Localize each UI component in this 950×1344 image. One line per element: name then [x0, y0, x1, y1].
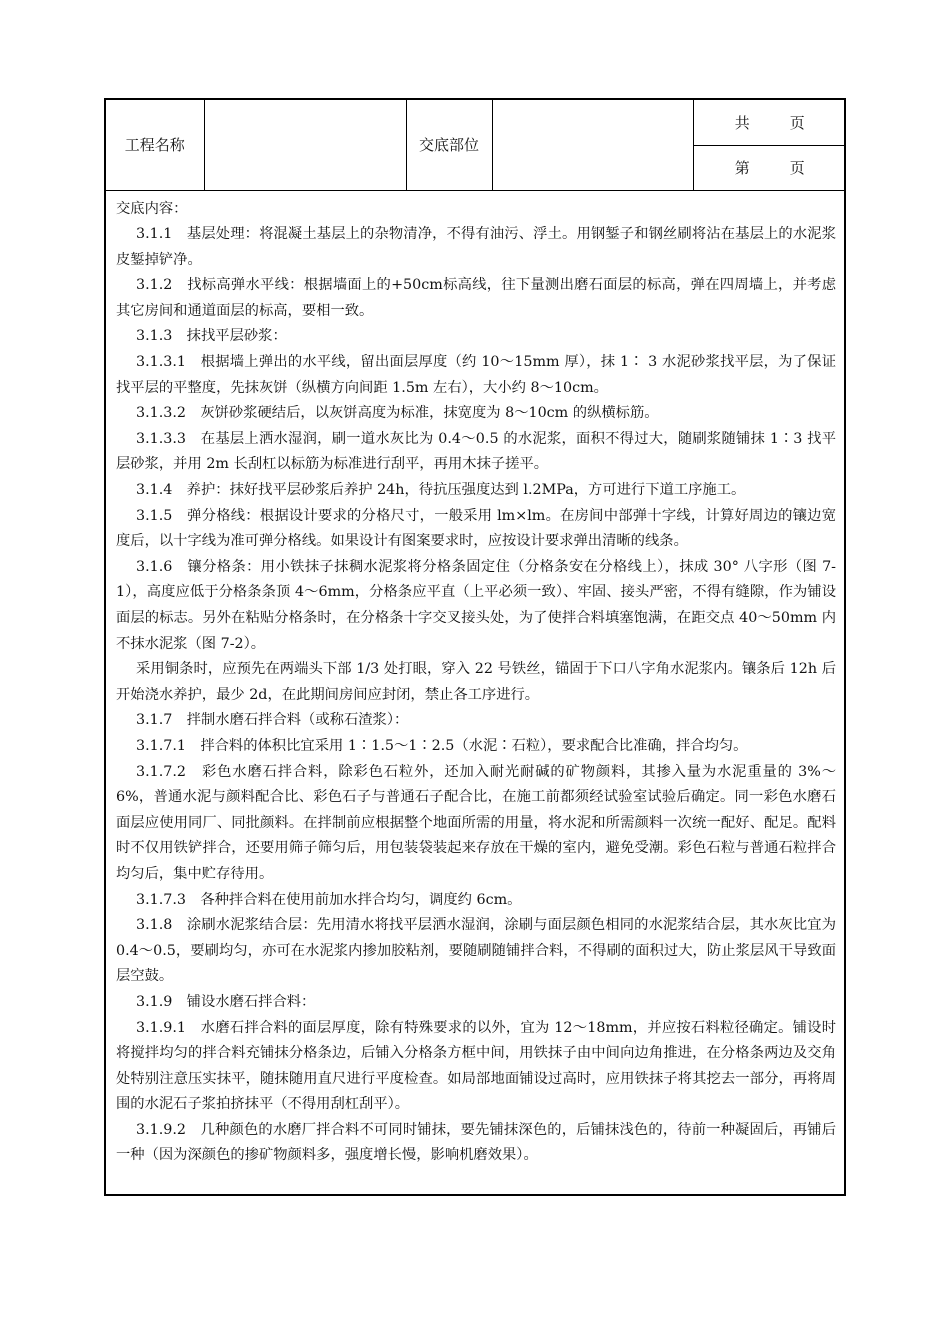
total-pages-label: 共 — [734, 113, 750, 132]
disclosure-form — [104, 98, 846, 1196]
paragraph: 3.1.6 镶分格条：用小铁抹子抹稠水泥浆将分格条固定住（分格条安在分格线上），抹成 30° 八字形（图 7-1），高度应低于分格条条顶 4～6mm，分格条应平直（上平必须一致）、牢固、接头严密，不得有缝隙，作为铺设面层的标志。另外在粘贴分格条时，在分格条十字交叉接头处，为了使拌合料填塞饱满，在距交点 40～50mm 内不抹水泥浆（图 7-2）。 — [116, 558, 836, 652]
current-page — [693, 145, 846, 190]
paragraph: 3.1.7.2 彩色水磨石拌合料，除彩色石粒外，还加入耐光耐碱的矿物颜料，其掺入量为水泥重量的 3%～6%，普通水泥与颜料配合比、彩色石子与普通石子配合比，在施工前都须经试验室试验后确定。同一彩色水磨石面层应使用同厂、同批颜料。在拌制前应根据整个地面所需的用量，将水泥和所需颜料一次统一配好、配足。配料时不仅用铁铲拌合，还要用筛子筛匀后，用包装袋装起来存放在干燥的室内，避免受潮。彩色石粒与普通石粒拌合均匀后，集中贮存待用。 — [116, 763, 836, 882]
paragraph: 3.1.7.1 拌合料的体积比宜采用 1∶1.5～1∶2.5（水泥∶石粒），要求配合比准确，拌合均匀。 — [136, 737, 748, 754]
current-page-label: 第 — [734, 159, 750, 177]
paragraph: 3.1.8 涂刷水泥浆结合层：先用清水将找平层洒水湿润，涂刷与面层颜色相同的水泥浆结合层，其水灰比宜为 0.4～0.5，要刷均匀，亦可在水泥浆内掺加胶粘剂，要随刷随铺拌合料，不得刷的面积过大，防止浆层风干导致面层空鼓。 — [116, 917, 836, 985]
location-label: 交底部位 — [406, 100, 492, 190]
paragraph: 3.1.9.2 几种颜色的水磨厂拌合料不可同时铺抹，要先铺抹深色的，后铺抹浅色的，待前一种凝固后，再铺后一种（因为深颜色的掺矿物颜料多，强度增长慢，影响机磨效果）。 — [116, 1121, 836, 1164]
project-name-value — [204, 100, 406, 190]
disclosure-content — [106, 191, 844, 1170]
content-title: 交底内容： — [116, 200, 188, 217]
paragraph: 3.1.5 弹分格线：根据设计要求的分格尺寸，一般采用 lm×lm。在房间中部弹十字线，计算好周边的镶边宽度后，以十字线为准可弹分格线。如果设计有图案要求时，应按设计要求弹出清晰的线条。 — [116, 507, 836, 550]
total-pages — [693, 100, 846, 145]
paragraph: 3.1.9.1 水磨石拌合料的面层厚度，除有特殊要求的以外，宜为 12～18mm，并应按石料粒径确定。铺设时将搅拌均匀的拌合料充铺抹分格条边，后铺入分格条方框中间，用铁抹子由中间向边角推进，在分格条两边及交角处特别注意压实抹平，随抹随用直尺进行平度检查。如局部地面铺设过高时，应用铁抹子将其挖去一部分，再将周围的水泥石子浆拍挤抹平（不得用刮杠刮平）。 — [116, 1019, 836, 1113]
paragraph: 3.1.7 拌制水磨石拌合料（或称石渣浆）： — [136, 712, 409, 729]
paragraph: 采用铜条时，应预先在两端头下部 1/3 处打眼，穿入 22 号铁丝，锚固于下口八字角水泥浆内。镶条后 12h 后开始浇水养护，最少 2d，在此期间房间应封闭，禁止各工序进行。 — [116, 661, 836, 703]
total-pages-unit: 页 — [789, 113, 805, 132]
location-value — [492, 100, 693, 190]
paragraph: 3.1.3 抹找平层砂浆： — [136, 328, 287, 345]
paragraph: 3.1.2 找标高弹水平线：根据墙面上的+50cm标高线，往下量测出磨石面层的标高，弹在四周墙上，并考虑其它房间和通道面层的标高，要相一致。 — [116, 277, 836, 319]
paragraph: 3.1.9 铺设水磨石拌合料： — [136, 993, 316, 1010]
project-name-label: 工程名称 — [106, 100, 204, 190]
paragraph: 3.1.7.3 各种拌合料在使用前加水拌合均匀，调度约 6cm。 — [136, 891, 522, 908]
paragraph: 3.1.3.1 根据墙上弹出的水平线，留出面层厚度（约 10～15mm 厚），抹 1∶ 3 水泥砂浆找平层，为了保证找平层的平整度，先抹灰饼（纵横方向间距 1.5m 左右），大小约 8～10cm。 — [116, 354, 836, 396]
current-page-unit: 页 — [789, 159, 805, 177]
paragraph: 3.1.1 基层处理：将混凝土基层上的杂物清净，不得有油污、浮土。用钢錾子和钢丝刷将沾在基层上的水泥浆皮錾掉铲净。 — [116, 226, 836, 268]
paragraph: 3.1.4 养护：抹好找平层砂浆后养护 24h，待抗压强度达到 l.2MPa，方可进行下道工序施工。 — [136, 482, 746, 499]
header-table — [106, 100, 846, 191]
paragraph: 3.1.3.3 在基层上洒水湿润，刷一道水灰比为 0.4～0.5 的水泥浆，面积不得过大，随刷浆随铺抹 1∶3 找平层砂浆，并用 2m 长刮杠以标筋为标准进行刮平，再用木抹子搓平。 — [116, 430, 836, 473]
paragraph: 3.1.3.2 灰饼砂浆硬结后，以灰饼高度为标准，抹宽度为 8～10cm 的纵横标筋。 — [136, 405, 659, 422]
